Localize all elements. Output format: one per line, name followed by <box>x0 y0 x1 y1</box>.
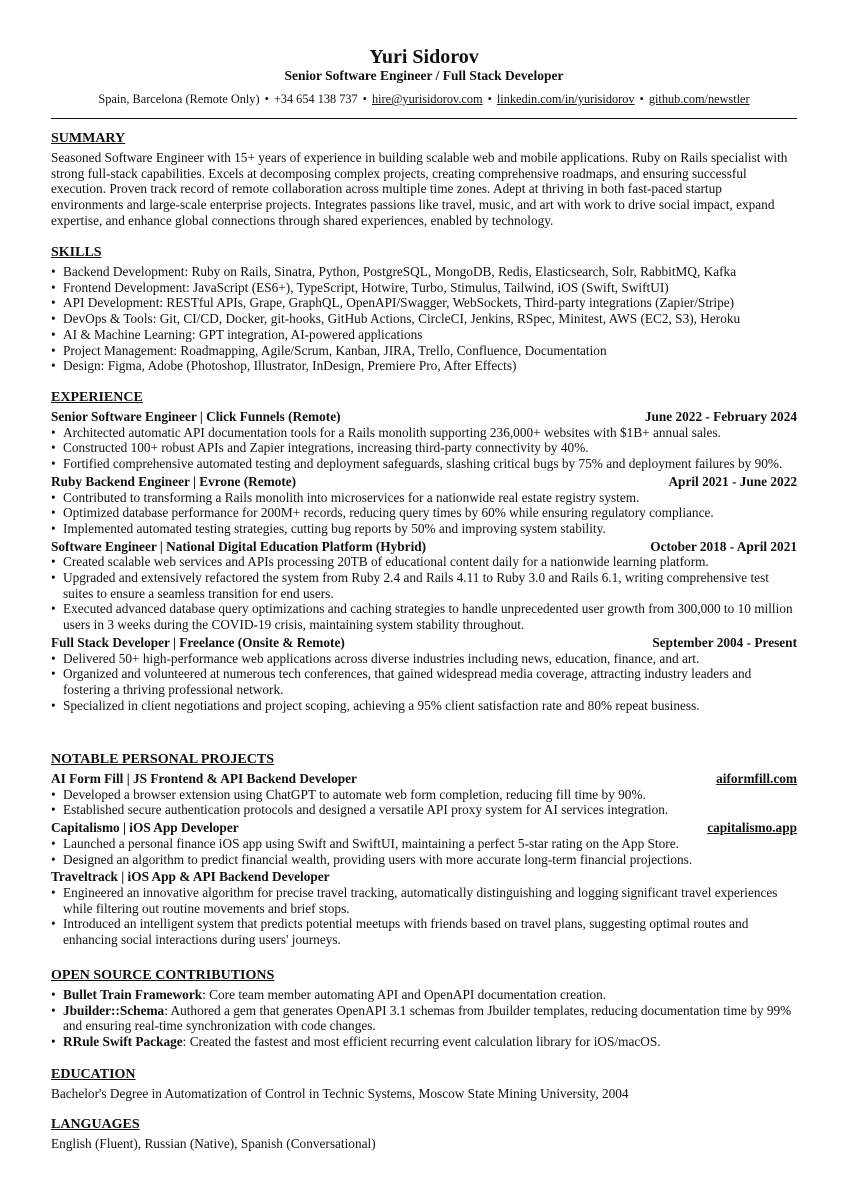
project-entry <box>51 869 797 948</box>
contribution-name: RRule Swift Package <box>63 1034 183 1050</box>
job-bullets <box>51 554 797 633</box>
project-header <box>51 869 797 885</box>
education-text: Bachelor's Degree in Automatization of Control in Technic Systems, Moscow State Mining University, 2004 <box>51 1086 629 1101</box>
project-entry <box>51 771 797 818</box>
job-title: Ruby Backend Engineer | Evrone (Remote) <box>51 473 297 489</box>
job-entry <box>51 474 797 537</box>
job-dates: June 2022 - February 2024 <box>644 409 797 424</box>
list-item: • Created scalable web services and APIs processing 20TB of educational content daily for a nationwide learning platform. <box>51 554 797 570</box>
github-link[interactable]: github.com/newstler <box>648 92 750 106</box>
experience-section <box>51 389 797 713</box>
projects-section <box>51 751 797 948</box>
contribution-text: : Authored a gem that generates OpenAPI 3.1 schemas from Jbuilder templates, reducing documentation time by 99% and ensuring real-time synchronization with code changes. <box>63 1002 792 1034</box>
separator: • <box>362 92 367 106</box>
list-item: • Architected automatic API documentation tools for a Rails monolith supporting 236,000+ websites with $1B+ annual sales. <box>51 425 797 441</box>
linkedin-link[interactable]: linkedin.com/in/yurisidorov <box>496 92 635 106</box>
section-heading: NOTABLE PERSONAL PROJECTS <box>51 752 275 767</box>
list-item: • Developed a browser extension using ChatGPT to automate web form completion, reducing fill time by 90%. <box>51 787 797 803</box>
job-header <box>51 539 797 555</box>
job-bullets <box>51 651 797 714</box>
candidate-name: Yuri Sidorov <box>369 46 479 68</box>
skills-section <box>51 244 797 374</box>
location: Spain, Barcelona (Remote Only) <box>98 92 260 106</box>
job-entry <box>51 635 797 714</box>
project-title: Capitalismo | iOS App Developer <box>51 820 239 836</box>
list-item: • Constructed 100+ robust APIs and Zapier integrations, increasing third-party connectivity by 40%. <box>51 440 797 456</box>
project-bullets <box>51 787 797 818</box>
section-heading: SUMMARY <box>51 131 126 146</box>
project-title: Traveltrack | iOS App & API Backend Developer <box>51 869 330 885</box>
project-bullets <box>51 836 797 867</box>
open-source-list <box>51 987 797 1050</box>
list-item: • Upgraded and extensively refactored the system from Ruby 2.4 and Rails 4.11 to Ruby 3.0 and Rails 6.1, writing comprehensive test suites to ensure a seamless transition for end users. <box>51 570 797 601</box>
project-bullets <box>51 885 797 948</box>
project-link[interactable]: capitalismo.app <box>707 820 797 836</box>
contribution-name: Jbuilder::Schema <box>63 1002 165 1018</box>
candidate-title: Senior Software Engineer / Full Stack Developer <box>284 68 564 83</box>
list-item: • Executed advanced database query optimizations and caching strategies to handle unprecedented user growth from 300,000 to 10 million users in 3 weeks during the COVID-19 crisis, maintaining system stability throughout. <box>51 601 797 632</box>
list-item: • Engineered an innovative algorithm for precise travel tracking, automatically distinguishing and logging significant travel experiences while filtering out routine movements and brief stops. <box>51 885 797 916</box>
summary-text: Seasoned Software Engineer with 15+ years of experience in building scalable web and mobile applications. Ruby on Rails specialist with strong full-stack capabilities. Excels at decomposing complex projects, creating comprehensive roadmaps, and ensuring successful execution. Proven track record of remote collaboration across multiple time zones. Adept at thriving in both fast-paced startup environments and large-scale enterprise projects. Integrates passions like travel, music, and art with work to drive social impact, expand expertise, and enhance global connections through shared experiences, enabled by technology. <box>51 150 788 228</box>
section-heading: EXPERIENCE <box>51 390 143 405</box>
job-entry <box>51 409 797 472</box>
summary-section <box>51 130 797 229</box>
list-item: • Optimized database performance for 200M+ records, reducing query times by 60% while ensuring regulatory compliance. <box>51 505 797 521</box>
project-header <box>51 820 797 836</box>
job-dates: September 2004 - Present <box>652 634 797 650</box>
job-title: Full Stack Developer | Freelance (Onsite & Remote) <box>51 634 345 650</box>
section-heading: SKILLS <box>51 245 102 260</box>
phone: +34 654 138 737 <box>273 92 358 106</box>
contribution-text: : Core team member automating API and OpenAPI documentation creation. <box>202 987 607 1002</box>
list-item: • API Development: RESTful APIs, Grape, GraphQL, OpenAPI/Swagger, WebSockets, Third-party integrations (Zapier/Stripe) <box>51 295 797 311</box>
job-entry <box>51 539 797 633</box>
contribution-name: Bullet Train Framework <box>63 987 203 1002</box>
list-item: • DevOps & Tools: Git, CI/CD, Docker, git-hooks, GitHub Actions, CircleCI, Jenkins, RSpec, Minitest, AWS (EC2, S3), Heroku <box>51 311 797 327</box>
section-heading: LANGUAGES <box>51 1117 140 1132</box>
job-title: Senior Software Engineer | Click Funnels (Remote) <box>51 409 341 424</box>
education-section <box>51 1066 797 1102</box>
project-link[interactable]: aiformfill.com <box>716 771 797 786</box>
job-header <box>51 635 797 651</box>
project-entry <box>51 820 797 867</box>
list-item: • AI & Machine Learning: GPT integration, AI-powered applications <box>51 327 797 343</box>
list-item: • Design: Figma, Adobe (Photoshop, Illustrator, InDesign, Premiere Pro, After Effects) <box>51 358 797 374</box>
job-title: Software Engineer | National Digital Education Platform (Hybrid) <box>51 538 427 554</box>
skills-list <box>51 264 797 374</box>
languages-section <box>51 1116 797 1152</box>
job-bullets <box>51 490 797 537</box>
header-divider <box>51 118 797 119</box>
section-heading: OPEN SOURCE CONTRIBUTIONS <box>51 968 275 983</box>
separator: • <box>487 92 492 106</box>
list-item: • Delivered 50+ high-performance web applications across diverse industries including news, education, finance, and art. <box>51 651 797 667</box>
list-item: • Introduced an intelligent system that predicts potential meetups with friends based on travel plans, suggesting optimal routes and enhancing social interactions during users' journeys. <box>51 916 797 947</box>
list-item: • Project Management: Roadmapping, Agile/Scrum, Kanban, JIRA, Trello, Confluence, Documentation <box>51 343 797 359</box>
contribution-text: : Created the fastest and most efficient recurring event calculation library for iOS/macOS. <box>182 1034 661 1050</box>
list-item: • Frontend Development: JavaScript (ES6+), TypeScript, Hotwire, Turbo, Stimulus, Tailwind, iOS (Swift, SwiftUI) <box>51 280 797 296</box>
separator: • <box>264 92 269 106</box>
contact-line <box>0 92 848 107</box>
list-item <box>51 987 797 1003</box>
project-header <box>51 771 797 787</box>
list-item: • Launched a personal finance iOS app using Swift and SwiftUI, maintaining a perfect 5-star rating on the App Store. <box>51 836 797 852</box>
job-bullets <box>51 425 797 472</box>
project-title: AI Form Fill | JS Frontend & API Backend Developer <box>51 771 357 786</box>
open-source-section <box>51 967 797 1050</box>
list-item: • Designed an algorithm to predict financial wealth, providing users with more accurate long-term financial projections. <box>51 852 797 868</box>
list-item <box>51 1003 797 1034</box>
job-dates: April 2021 - June 2022 <box>668 473 797 489</box>
list-item: • Specialized in client negotiations and project scoping, achieving a 95% client satisfaction rate and 80% repeat business. <box>51 698 797 714</box>
job-header <box>51 409 797 425</box>
list-item: • Implemented automated testing strategies, cutting bug reports by 50% and improving system stability. <box>51 521 797 537</box>
list-item: • Established secure authentication protocols and designed a versatile API proxy system for AI services integration. <box>51 802 797 818</box>
list-item: • Fortified comprehensive automated testing and deployment safeguards, slashing critical bugs by 75% and deployment failures by 90%. <box>51 456 797 472</box>
job-dates: October 2018 - April 2021 <box>650 538 797 554</box>
email-link[interactable]: hire@yurisidorov.com <box>371 92 483 106</box>
separator: • <box>639 92 644 106</box>
section-heading: EDUCATION <box>51 1067 136 1082</box>
list-item: • Organized and volunteered at numerous tech conferences, that gained widespread media coverage, attracting industry leaders and fostering a thriving professional network. <box>51 666 797 697</box>
list-item <box>51 1034 797 1050</box>
languages-text: English (Fluent), Russian (Native), Spanish (Conversational) <box>51 1136 376 1151</box>
list-item: • Backend Development: Ruby on Rails, Sinatra, Python, PostgreSQL, MongoDB, Redis, Elasticsearch, Solr, RabbitMQ, Kafka <box>51 264 797 280</box>
job-header <box>51 474 797 490</box>
list-item: • Contributed to transforming a Rails monolith into microservices for a nationwide real estate registry system. <box>51 490 797 506</box>
